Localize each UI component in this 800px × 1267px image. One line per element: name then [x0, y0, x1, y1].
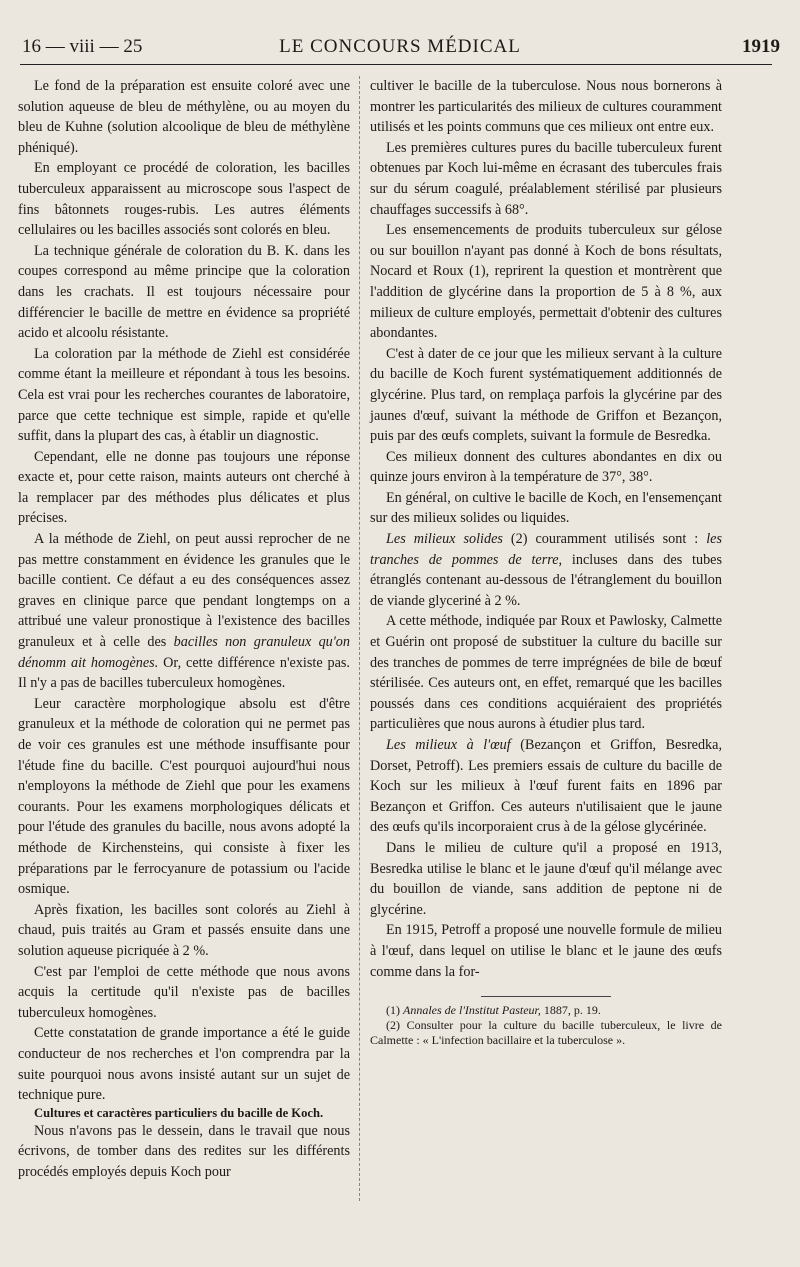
paragraph: Leur caractère morphologique absolu est d'être granuleux et la méthode de coloration qui ne permet pas de voir ces granules est une méthode insuffisante pour l'étude fine du bacille. C'est pourquoi aujourd'hui nous n'employons la méthode de Ziehl que pour les examens courants. Pour les examens morphologiques délicats et pour l'étude des granules du bacille, nous avons adopté la méthode de Kirchensteins, qui consiste à fixer les préparations par le ferrocyanure de potassium ou l'acide osmique. — [18, 695, 350, 898]
paragraph: En 1915, Petroff a proposé une nouvelle formule de milieu à l'œuf, dans lequel on utilise le blanc et le jaune des œufs comme dans la for- — [370, 922, 722, 980]
section-heading: Cultures et caractères particuliers du bacille de Koch. — [34, 1105, 324, 1120]
paragraph: Cependant, elle ne donne pas toujours une réponse exacte et, pour cette raison, maints auteurs ont cherché à la remplacer par des méthodes plus délicates et plus précises. — [18, 448, 350, 527]
paragraph: En général, on cultive le bacille de Koch, en l'ensemençant sur des milieux solides ou liquides. — [370, 489, 722, 527]
paragraph: Les premières cultures pures du bacille tuberculeux furent obtenues par Koch lui-même en écrasant des tubercules frais sur du sérum coagulé, préalablement stérilisé par plusieurs chauffages successifs à 68°. — [370, 139, 722, 218]
column-divider — [359, 76, 360, 1201]
paragraph — [18, 529, 350, 694]
italic-run: Les milieux à l'œuf — [386, 737, 511, 753]
paragraph: Les ensemencements de produits tuberculeux sur gélose ou sur bouillon n'ayant pas donné à Koch de bons résultats, Nocard et Roux (1), reprirent la question et montrèrent que l'addition de glycérine dans la proportion de 5 à 8 %, aux milieux de culture employés, permettait d'obtenir des cultures abondantes. — [370, 222, 722, 342]
left-column — [18, 76, 350, 1182]
footnote-rule — [481, 996, 611, 997]
text-run: incluses dans des tubes étranglés contenant au-dessous de l'étranglement du bouillon de viande glyceriné à 2 %. — [370, 551, 722, 609]
text-run: Or, cette différence n'existe pas. Il n'y a pas de bacilles tuberculeux homogènes. — [18, 654, 350, 692]
paragraph: C'est à dater de ce jour que les milieux servant à la culture du bacille de Koch furent systématiquement additionnés de glycérine. Plus tard, on remplaça parfois la glycérine par des jaunes d'œuf, suivant la méthode de Griffon et Bezançon, puis par des œufs complets, suivant la formule de Besredka. — [370, 345, 722, 445]
paragraph: Ces milieux donnent des cultures abondantes en dix ou quinze jours environ à la température de 37°, 38°. — [370, 448, 722, 486]
paragraph: La coloration par la méthode de Ziehl est considérée comme étant la meilleure et répondant à tous les besoins. Cela est vrai pour les recherches courantes de laboratoire, parce que cette technique est simple, rapide et qu'elle suffit, dans la plupart des cas, à établir un diagnostic. — [18, 345, 350, 445]
header-date: 16 — viii — 25 — [22, 36, 143, 57]
footnote — [370, 1003, 722, 1018]
header-rule — [20, 64, 772, 65]
footnote-source: Annales de l'Institut Pasteur, — [403, 1003, 541, 1018]
footnote-ref: 1887, p. 19. — [543, 1003, 601, 1018]
paragraph: C'est par l'emploi de cette méthode que nous avons acquis la certitude qu'il n'existe pas de bacilles tuberculeux homogènes. — [18, 963, 350, 1021]
italic-run: bacilles non granuleux qu'on dénomm ait homogènes. — [18, 634, 350, 671]
italic-run: les tranches de pommes de terre, — [370, 531, 722, 568]
text-run: (Bezançon et Griffon, Besredka, Dorset, Petroff). Les premiers essais de culture du bacille de Koch sur les milieux à l'œuf furent faits en 1896 par Bezançon et Griffon. Ces auteurs n'utilisaient que le jaune des œufs qu'ils incorporaient crus à de la gélose glycérinée. — [370, 737, 722, 836]
paragraph: cultiver le bacille de la tuberculose. Nous nous bornerons à montrer les particularités des milieux de cultures couramment utilisés et les points communs que ces milieux ont entre eux. — [370, 78, 722, 136]
paragraph — [370, 735, 722, 838]
italic-run: Les milieux solides — [386, 531, 503, 548]
header-title: LE CONCOURS MÉDICAL — [279, 36, 521, 57]
paragraph: A cette méthode, indiquée par Roux et Pawlosky, Calmette et Guérin ont proposé de substituer la culture du bacille sur des tranches de pommes de terre imprégnées de bile de bœuf stérilisée. Ces auteurs ont, en effet, remarqué que les bacilles poussés dans ces conditions acquiéraient des propriétés particulières que nous aurons à étudier plus tard. — [370, 613, 722, 733]
paragraph — [370, 529, 722, 611]
paragraph: Dans le milieu de culture qu'il a proposé en 1913, Besredka utilise le blanc et le jaune d'œuf qu'il mélange avec du bouillon de viande, sans addition de peptone ni de glycérine. — [370, 839, 722, 918]
text-run: A la méthode de Ziehl, on peut aussi reprocher de ne pas mettre constamment en évidence les granules que le bacille contient. Ce défaut a eu des conséquences assez graves en clinique parce que pendant longtemps on a attribué une valeur pronostique à l'existence des bacilles granuleux et à celle des — [18, 531, 350, 651]
paragraph: Nous n'avons pas le dessein, dans le travail que nous écrivons, de tomber dans des redites sur les différents procédés employés depuis Koch pour — [18, 1122, 350, 1180]
paragraph: Après fixation, les bacilles sont colorés au Ziehl à chaud, puis traités au Gram et passés ensuite dans une solution aqueuse picriquée à 2 %. — [18, 901, 350, 959]
footnote-marker: (1) — [386, 1003, 400, 1018]
paragraph: Cette constatation de grande importance a été le guide conducteur de nos recherches et l'on comprendra par la suite pourquoi nous avons insisté autant sur un sujet de technique pure. — [18, 1025, 350, 1104]
header-page-number: 1919 — [742, 36, 780, 57]
text-run: (2) couramment utilisés sont : — [510, 531, 699, 548]
paragraph: Le fond de la préparation est ensuite coloré avec une solution aqueuse de bleu de méthylène, ou au moyen du bleu de Kuhne (solution alcoolique de bleu de méthylène phéniqué). — [18, 78, 350, 156]
paragraph: La technique générale de coloration du B. K. dans les coupes correspond au même principe que la coloration dans les crachats. Il est toujours nécessaire pour différencier le bacille de mettre en évidence sa propriété acido et alcoolu résistante. — [18, 242, 350, 342]
footnote: (2) Consulter pour la culture du bacille tuberculeux, le livre de Calmette : « L'infection bacillaire et la tuberculose ». — [370, 1018, 722, 1048]
paragraph: En employant ce procédé de coloration, les bacilles tuberculeux apparaissent au microscope sous l'aspect de fins bâtonnets rouges-rubis. Les autres éléments cellulaires ou les bacilles associés sont colorés en bleu. — [18, 160, 350, 239]
right-column — [370, 76, 722, 1048]
